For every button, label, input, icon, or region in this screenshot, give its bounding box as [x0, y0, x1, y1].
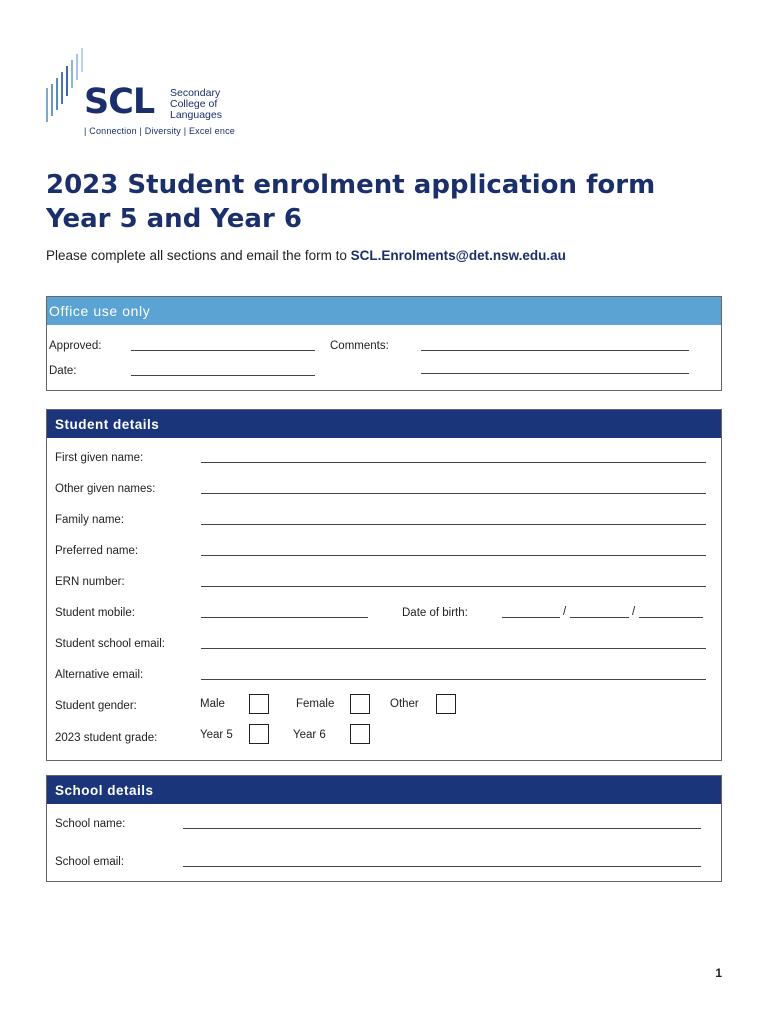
preferred-name-field[interactable]	[201, 555, 706, 556]
student-school-email-field[interactable]	[201, 648, 706, 649]
gender-female-label: Female	[296, 698, 335, 710]
scl-logo	[46, 48, 246, 140]
family-name-field[interactable]	[201, 524, 706, 525]
grade-year6-checkbox[interactable]	[350, 724, 370, 744]
office-use-section	[46, 296, 722, 391]
family-name-label: Family name:	[55, 514, 125, 526]
comments-field-line-1[interactable]	[421, 350, 689, 351]
ern-number-label: ERN number:	[55, 576, 125, 588]
grade-year6-label: Year 6	[293, 729, 326, 741]
dob-separator-1: /	[563, 606, 567, 618]
student-grade-label: 2023 student grade:	[55, 732, 158, 744]
alternative-email-field[interactable]	[201, 679, 706, 680]
office-date-field[interactable]	[131, 375, 315, 376]
dob-separator-2: /	[632, 606, 636, 618]
student-details-header: Student details	[47, 410, 721, 438]
gender-female-checkbox[interactable]	[350, 694, 370, 714]
gender-male-checkbox[interactable]	[249, 694, 269, 714]
title-line-1: 2023 Student enrolment application form	[46, 170, 656, 200]
school-details-section	[46, 775, 722, 882]
approved-field[interactable]	[131, 350, 315, 351]
other-given-names-label: Other given names:	[55, 483, 156, 495]
dob-year-field[interactable]	[639, 617, 703, 618]
first-given-name-field[interactable]	[201, 462, 706, 463]
first-given-name-label: First given name:	[55, 452, 144, 464]
student-gender-label: Student gender:	[55, 700, 137, 712]
school-name-field[interactable]	[183, 828, 701, 829]
ern-number-field[interactable]	[201, 586, 706, 587]
alternative-email-label: Alternative email:	[55, 669, 144, 681]
logo-subtitle: Secondary College of Languages	[170, 87, 222, 121]
date-of-birth-label: Date of birth:	[402, 607, 468, 619]
student-mobile-field[interactable]	[201, 617, 368, 618]
school-email-label: School email:	[55, 856, 125, 868]
comments-field-line-2[interactable]	[421, 373, 689, 374]
gender-other-checkbox[interactable]	[436, 694, 456, 714]
preferred-name-label: Preferred name:	[55, 545, 139, 557]
office-date-label: Date:	[49, 365, 77, 377]
page-number: 1	[715, 966, 722, 980]
school-email-field[interactable]	[183, 866, 701, 867]
title-line-2: Year 5 and Year 6	[46, 204, 302, 234]
grade-year5-checkbox[interactable]	[249, 724, 269, 744]
page-title	[46, 168, 655, 236]
gender-male-label: Male	[200, 698, 225, 710]
other-given-names-field[interactable]	[201, 493, 706, 494]
student-school-email-label: Student school email:	[55, 638, 165, 650]
logo-tagline: | Connection | Diversity | Excel ence	[84, 126, 235, 136]
student-details-section	[46, 409, 722, 761]
dob-day-field[interactable]	[502, 617, 560, 618]
logo-wordmark: SCL	[84, 82, 155, 122]
dob-month-field[interactable]	[570, 617, 629, 618]
intro-text: Please complete all sections and email the form to SCL.Enrolments@det.nsw.edu.au	[46, 248, 566, 263]
comments-label: Comments:	[330, 340, 389, 352]
enrolment-email-link[interactable]: SCL.Enrolments@det.nsw.edu.au	[350, 248, 566, 263]
approved-label: Approved:	[49, 340, 102, 352]
school-details-header: School details	[47, 776, 721, 804]
gender-other-label: Other	[390, 698, 419, 710]
grade-year5-label: Year 5	[200, 729, 233, 741]
student-mobile-label: Student mobile:	[55, 607, 135, 619]
office-use-header: Office use only	[47, 297, 721, 325]
logo-bars-icon	[46, 48, 88, 124]
school-name-label: School name:	[55, 818, 126, 830]
